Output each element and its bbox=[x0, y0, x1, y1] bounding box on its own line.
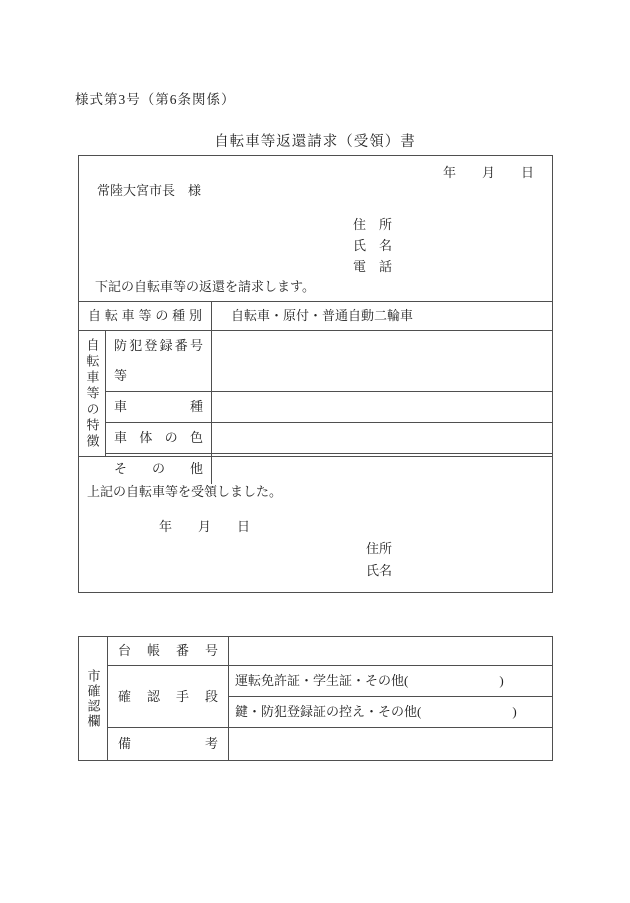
features-rows bbox=[106, 331, 552, 476]
request-sentence: 下記の自転車等の返還を請求します。 bbox=[95, 279, 315, 294]
confirm-option-key: 鍵・防犯登録証の控え・その他( ) bbox=[229, 697, 552, 728]
feature-value-model bbox=[212, 392, 552, 422]
applicant-phone-label: 電 話 bbox=[353, 259, 393, 274]
vehicle-type-label: 自転車等の種別 bbox=[79, 302, 212, 330]
vehicle-type-row bbox=[79, 301, 552, 330]
remarks-value bbox=[229, 728, 552, 760]
vehicle-features-table bbox=[79, 330, 552, 476]
table-row bbox=[106, 331, 552, 391]
addressee-label: 常陸大宮市長 様 bbox=[97, 183, 202, 198]
applicant-contact-block bbox=[353, 214, 392, 277]
request-date-field: 年 月 日 bbox=[442, 165, 534, 180]
applicant-address-label: 住 所 bbox=[353, 217, 393, 232]
feature-value-body-color bbox=[212, 423, 552, 453]
table-row bbox=[106, 391, 552, 422]
feature-label-model: 車種 bbox=[106, 392, 212, 422]
receipt-address-label: 住所 bbox=[366, 541, 393, 556]
page-title: 自転車等返還請求（受領）書 bbox=[214, 134, 416, 150]
receipt-date-field: 年 月 日 bbox=[159, 519, 251, 534]
city-check-group-label: 市確認欄 bbox=[85, 668, 101, 729]
applicant-name-label: 氏 名 bbox=[353, 238, 393, 253]
confirm-option-license: 運転免許証・学生証・その他( ) bbox=[229, 666, 552, 697]
remarks-label: 備考 bbox=[108, 728, 229, 760]
table-row bbox=[106, 453, 552, 484]
request-receipt-box bbox=[78, 155, 553, 593]
city-check-group-cell bbox=[79, 637, 108, 760]
receipt-name-label: 氏名 bbox=[366, 563, 393, 578]
form-number-label: 様式第3号（第6条関係） bbox=[75, 92, 236, 107]
feature-value-other bbox=[212, 454, 552, 484]
confirm-method-label: 確認手段 bbox=[108, 666, 229, 728]
feature-value-registration-number bbox=[212, 331, 552, 391]
feature-label-registration-number: 防犯登録番号等 bbox=[106, 331, 212, 391]
ledger-number-label: 台帳番号 bbox=[108, 637, 229, 666]
features-group-cell bbox=[79, 331, 106, 456]
vehicle-type-value: 自転車・原付・普通自動二輪車 bbox=[231, 308, 414, 323]
features-group-label: 自転車等の特徴 bbox=[84, 337, 100, 450]
receipt-sentence: 上記の自転車等を受領しました。 bbox=[87, 484, 283, 499]
ledger-number-value bbox=[229, 637, 552, 666]
table-row bbox=[106, 422, 552, 453]
feature-label-other: その他 bbox=[106, 454, 212, 484]
city-confirmation-table bbox=[78, 636, 553, 761]
feature-label-body-color: 車体の色 bbox=[106, 423, 212, 453]
